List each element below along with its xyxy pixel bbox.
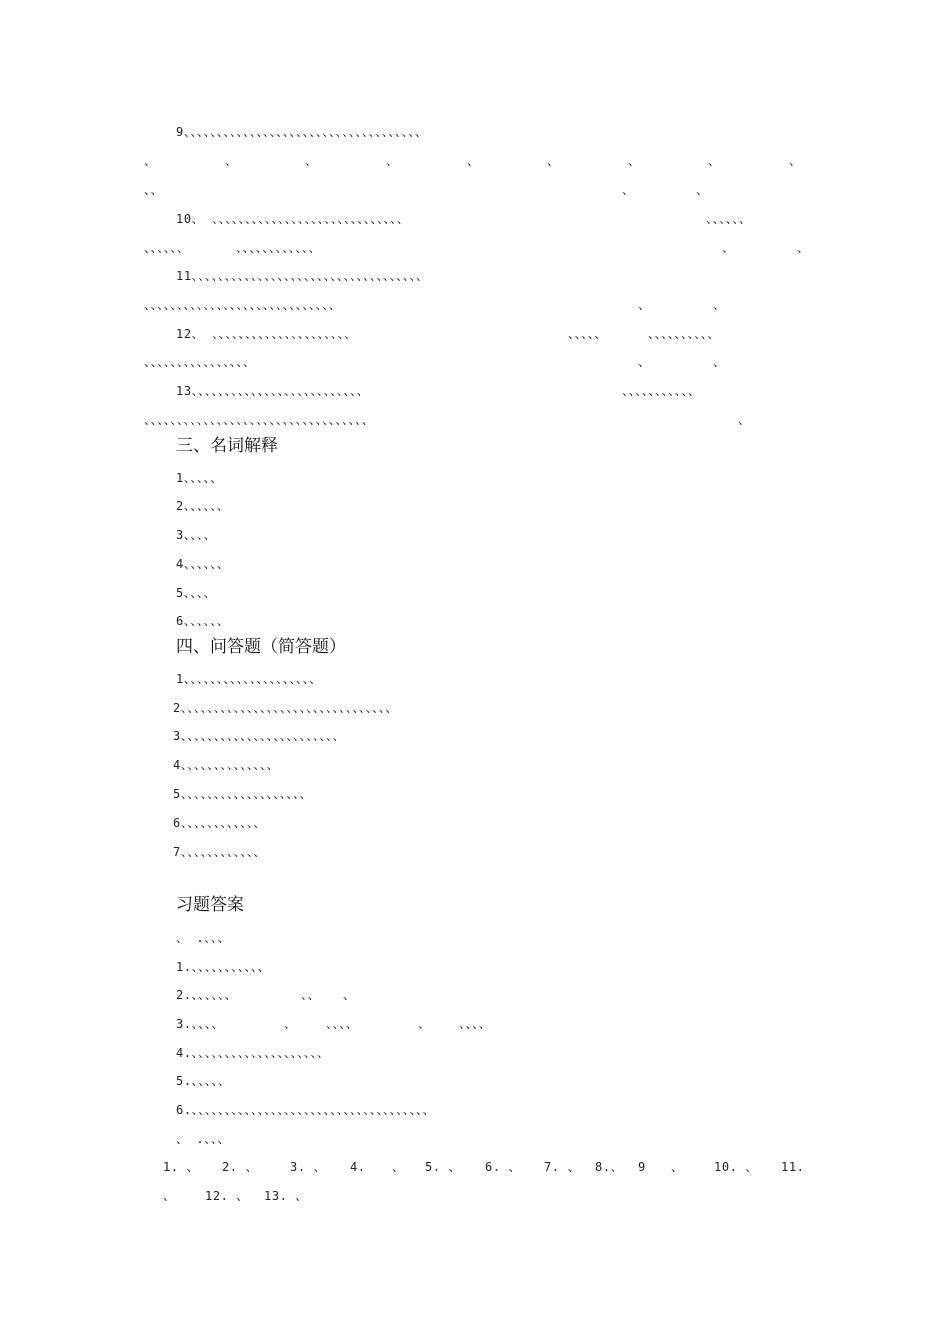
answer-part: 、、、、	[459, 1017, 492, 1031]
q12-line1-right: 、、、、、、、、、、	[648, 327, 721, 341]
answer-part: 、	[284, 1017, 297, 1031]
q13-line1: 13、、、、、、、、、、、、、、、、、、、、、、、、、、	[176, 384, 370, 398]
choice-answer: 7. 、	[544, 1160, 581, 1174]
q10-line2-b: 、、、、、、、、、、、、	[236, 241, 322, 255]
question-item: 4、、、、、、、、、、、、、、	[173, 758, 280, 772]
choice-answer: 5. 、	[425, 1160, 462, 1174]
answer-part: 、	[343, 988, 356, 1002]
choice-answer: 12. 、	[205, 1189, 249, 1203]
q10-line1: 10、 、、、、、、、、、、、、、、、、、、、、、、、、、、、、、	[176, 212, 410, 226]
question-item: 1、、、、、、、、、、、、、、、、、、、、	[176, 672, 322, 686]
answer-part: 、、	[301, 988, 321, 1002]
answer-part: 、、、、	[326, 1017, 359, 1031]
blank-mark: 、	[305, 154, 318, 168]
section4-heading: 四、问答题（简答题）	[176, 637, 346, 657]
q10-line2-a: 、、、、、、	[144, 241, 190, 255]
choice-answer: 6. 、	[485, 1160, 522, 1174]
q11-line1: 11、、、、、、、、、、、、、、、、、、、、、、、、、、、、、、、、、、、	[176, 269, 429, 283]
choice-answer: 4.	[350, 1160, 366, 1174]
choice-answer: 10. 、	[714, 1160, 758, 1174]
q10-line1-right: 、、、、、、	[706, 212, 752, 226]
answer-item: 1.、、、、、、、、、、、	[176, 960, 271, 974]
answers-subheading-fill: 、 .、、、	[176, 931, 231, 945]
choice-answer: 8.、	[595, 1160, 624, 1174]
term-item: 1、、、、、	[176, 471, 223, 485]
q12-line1-mid: 、、、、、	[568, 327, 608, 341]
choice-answer: 、	[163, 1189, 176, 1203]
answer-part: 、	[418, 1017, 431, 1031]
section3-heading: 三、名词解释	[176, 436, 278, 456]
term-item: 4、、、、、、	[176, 557, 230, 571]
blank-mark: 、	[713, 298, 726, 312]
choice-answer: 、	[671, 1160, 684, 1174]
question-item: 7、、、、、、、、、、、、	[173, 845, 267, 859]
blank-mark: 、	[789, 154, 802, 168]
term-item: 6、、、、、、	[176, 614, 230, 628]
answer-item: 6.、、、、、、、、、、、、、、、、、、、、、、、、、、、、、、、、、、、、	[176, 1103, 436, 1117]
question-item: 2、、、、、、、、、、、、、、、、、、、、、、、、、、、、、、、、	[173, 701, 399, 715]
q13-line1-right: 、、、、、、、、、、、	[622, 384, 701, 398]
q9-line1: 9、、、、、、、、、、、、、、、、、、、、、、、、、、、、、、、、、、、、	[176, 125, 428, 139]
choice-answer: 11.	[781, 1160, 805, 1174]
term-item: 2、、、、、、	[176, 499, 230, 513]
question-item: 6、、、、、、、、、、、、	[173, 816, 267, 830]
blank-mark: 、	[386, 154, 399, 168]
blank-mark: 、	[622, 183, 635, 197]
blank-mark: 、	[547, 154, 560, 168]
blank-mark: 、	[638, 298, 651, 312]
choice-answer: 3. 、	[290, 1160, 327, 1174]
term-item: 3、、、、	[176, 528, 217, 542]
q12-line2: 、、、、、、、、、、、、、、、、	[144, 355, 256, 369]
choice-answer: 2. 、	[222, 1160, 259, 1174]
q12-line1: 12、 、、、、、、、、、、、、、、、、、、、、、	[176, 327, 357, 341]
term-item: 5、、、、	[176, 586, 217, 600]
answer-item: 5.、、、、、	[176, 1074, 231, 1088]
answer-item: 2.、、、、、、	[176, 988, 238, 1002]
blank-mark: 、	[628, 154, 641, 168]
choice-answer: 9	[638, 1160, 646, 1174]
question-item: 5、、、、、、、、、、、、、、、、、、、	[173, 787, 313, 801]
blank-mark: 、	[144, 154, 157, 168]
blank-mark: 、	[467, 154, 480, 168]
blank-mark: 、	[696, 183, 709, 197]
question-item: 3、、、、、、、、、、、、、、、、、、、、、、、、	[173, 729, 346, 743]
blank-mark: 、	[722, 241, 735, 255]
q9-line3: 、、	[144, 183, 164, 197]
blank-mark: 、	[713, 355, 726, 369]
q11-line2: 、、、、、、、、、、、、、、、、、、、、、、、、、、、、、	[144, 298, 342, 312]
answers-subheading-choice: 、 .、、、	[176, 1132, 231, 1146]
blank-mark: 、	[738, 413, 751, 427]
choice-answer: 1. 、	[163, 1160, 200, 1174]
choice-answer: 13. 、	[264, 1189, 308, 1203]
answer-item: 4.、、、、、、、、、、、、、、、、、、、、	[176, 1046, 330, 1060]
blank-mark: 、	[797, 241, 810, 255]
blank-mark: 、	[708, 154, 721, 168]
answers-heading: 习题答案	[176, 895, 244, 915]
blank-mark: 、	[225, 154, 238, 168]
choice-answer: 、	[392, 1160, 405, 1174]
q13-line2: 、、、、、、、、、、、、、、、、、、、、、、、、、、、、、、、、、、	[144, 413, 375, 427]
answer-item: 3.、、、、	[176, 1017, 225, 1031]
blank-mark: 、	[638, 355, 651, 369]
